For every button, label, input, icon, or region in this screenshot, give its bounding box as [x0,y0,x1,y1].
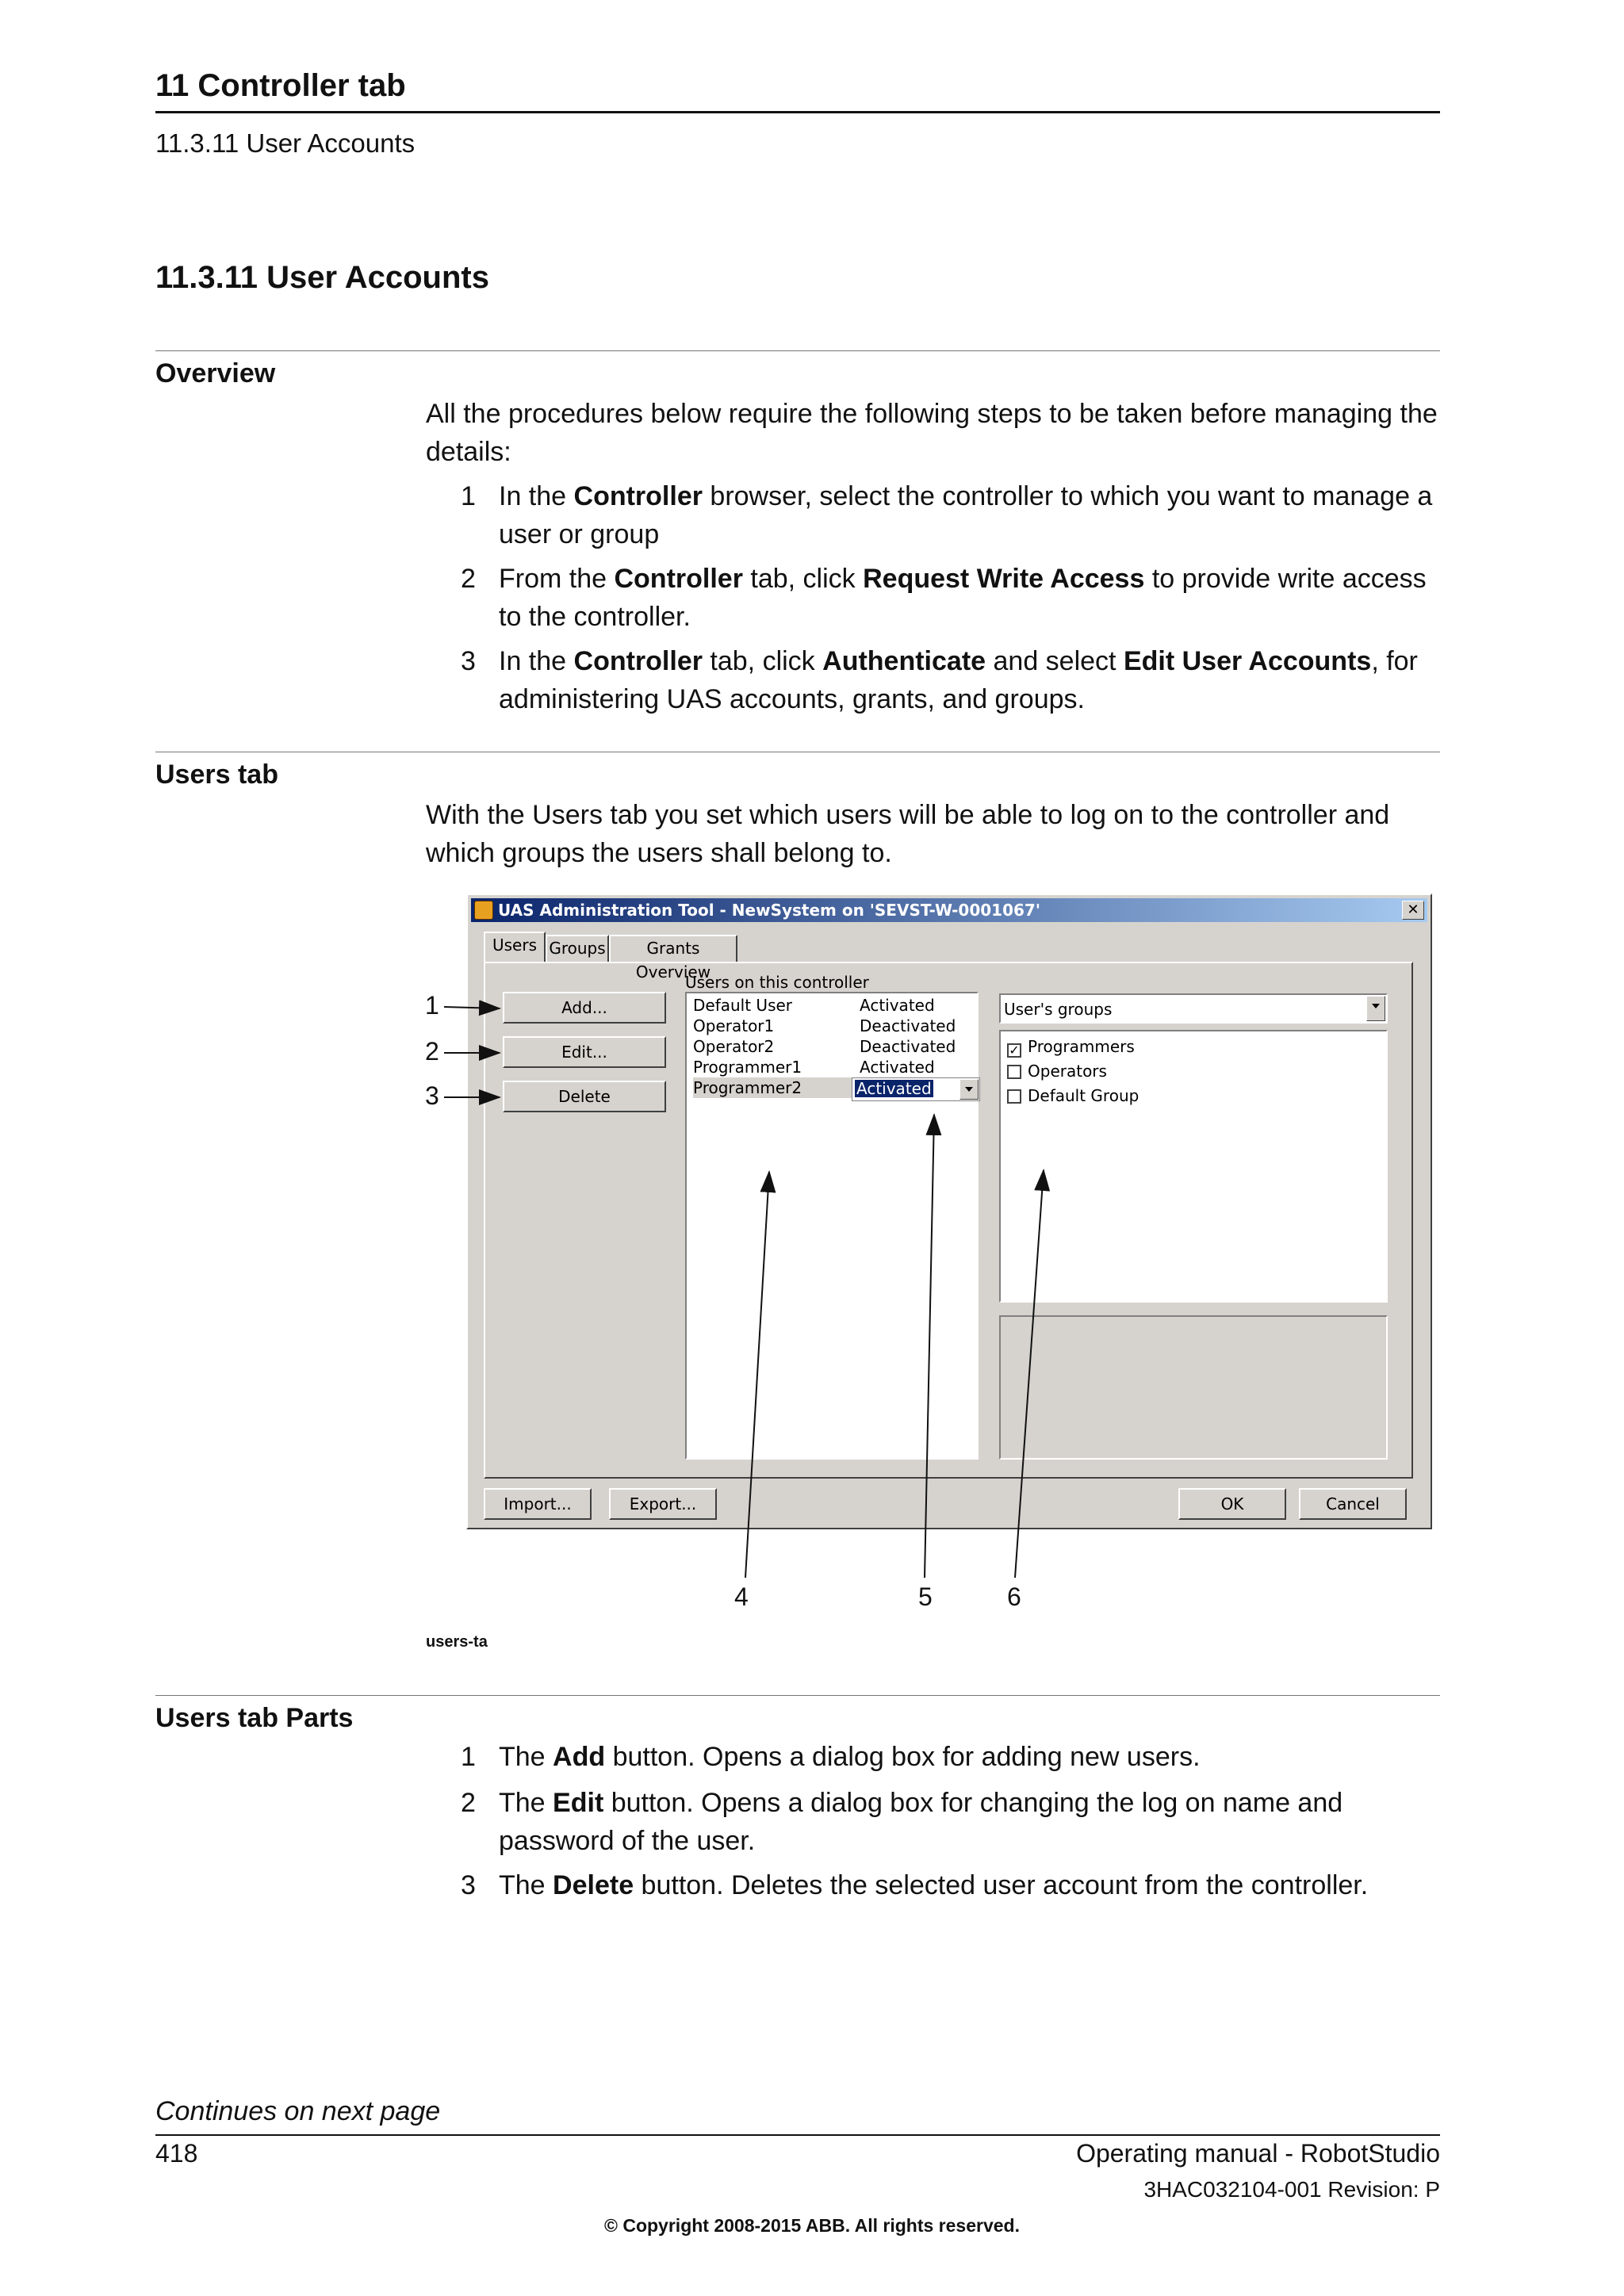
list-item-selected[interactable]: Programmer2 Activated [693,1077,971,1098]
callout-6: 6 [1007,1582,1021,1611]
callout-5: 5 [918,1582,933,1611]
copyright: © Copyright 2008-2015 ABB. All rights reserved. [604,2215,1020,2236]
tab-users[interactable]: Users [484,932,546,962]
delete-button[interactable]: Delete [503,1081,666,1112]
ok-button[interactable]: OK [1178,1488,1286,1520]
step-number: 3 [461,646,476,676]
groups-combo[interactable]: User's groups [999,993,1388,1024]
callout-arrow-5 [925,1115,934,1578]
divider [155,1695,1440,1696]
callout-arrow-4 [745,1172,769,1578]
status-dropdown[interactable]: Activated [852,1077,980,1101]
item-number: 1 [461,1742,476,1772]
list-item[interactable]: Programmer1 Activated [693,1058,935,1077]
callout-arrow-6 [1015,1170,1044,1578]
footer-rule [155,2134,1440,2136]
item-number: 2 [461,1788,476,1818]
page-number: 418 [155,2139,198,2168]
checkbox-checked-icon[interactable]: ✓ [1007,1043,1021,1058]
export-button[interactable]: Export... [609,1488,717,1520]
list-item[interactable]: Operator2 Deactivated [693,1037,956,1056]
page-title: 11.3.11 User Accounts [155,260,489,295]
callout-4: 4 [734,1582,749,1611]
import-button[interactable]: Import... [484,1488,592,1520]
figure-caption: users-ta [426,1633,488,1651]
close-icon[interactable]: ✕ [1402,901,1424,920]
users-tab-intro: With the Users tab you set which users will be able to log on to the controller and which groups the users shall belong to. [426,800,1390,868]
manual-title: Operating manual - RobotStudio [1076,2139,1440,2168]
cancel-button[interactable]: Cancel [1299,1488,1407,1520]
step-number: 2 [461,564,476,594]
group-checkbox-default[interactable]: Default Group [1007,1084,1139,1108]
add-button[interactable]: Add... [503,992,666,1024]
step-number: 1 [461,481,476,511]
section-subheading: 11.3.11 User Accounts [155,128,416,158]
continues-note: Continues on next page [155,2096,441,2126]
callout-2: 2 [425,1037,439,1066]
overview-label: Overview [155,358,276,388]
tab-groups[interactable]: Groups [546,935,609,962]
group-checkbox-operators[interactable]: Operators [1007,1059,1107,1083]
callout-1: 1 [425,991,439,1020]
users-tab-label: Users tab [155,760,278,790]
group-checkbox-programmers[interactable]: ✓ Programmers [1007,1035,1135,1058]
users-list-label: Users on this controller [685,973,869,992]
dialog-title: UAS Administration Tool - NewSystem on 'SEVST-W-0001067' [498,901,1040,920]
tab-grants-overview[interactable]: Grants Overview [609,935,737,962]
parts-label: Users tab Parts [155,1703,354,1733]
list-item[interactable]: Operator1 Deactivated [693,1016,956,1035]
callout-3: 3 [425,1081,439,1110]
overview-intro: All the procedures below require the following steps to be taken before managing the details: [426,399,1438,467]
list-item[interactable]: Default User Activated [693,996,935,1015]
edit-button[interactable]: Edit... [503,1036,666,1068]
chapter-heading: 11 Controller tab [155,68,406,103]
item-number: 3 [461,1870,476,1900]
callout-arrow-1 [444,1007,500,1008]
document-id: 3HAC032104-001 Revision: P [1143,2177,1440,2202]
